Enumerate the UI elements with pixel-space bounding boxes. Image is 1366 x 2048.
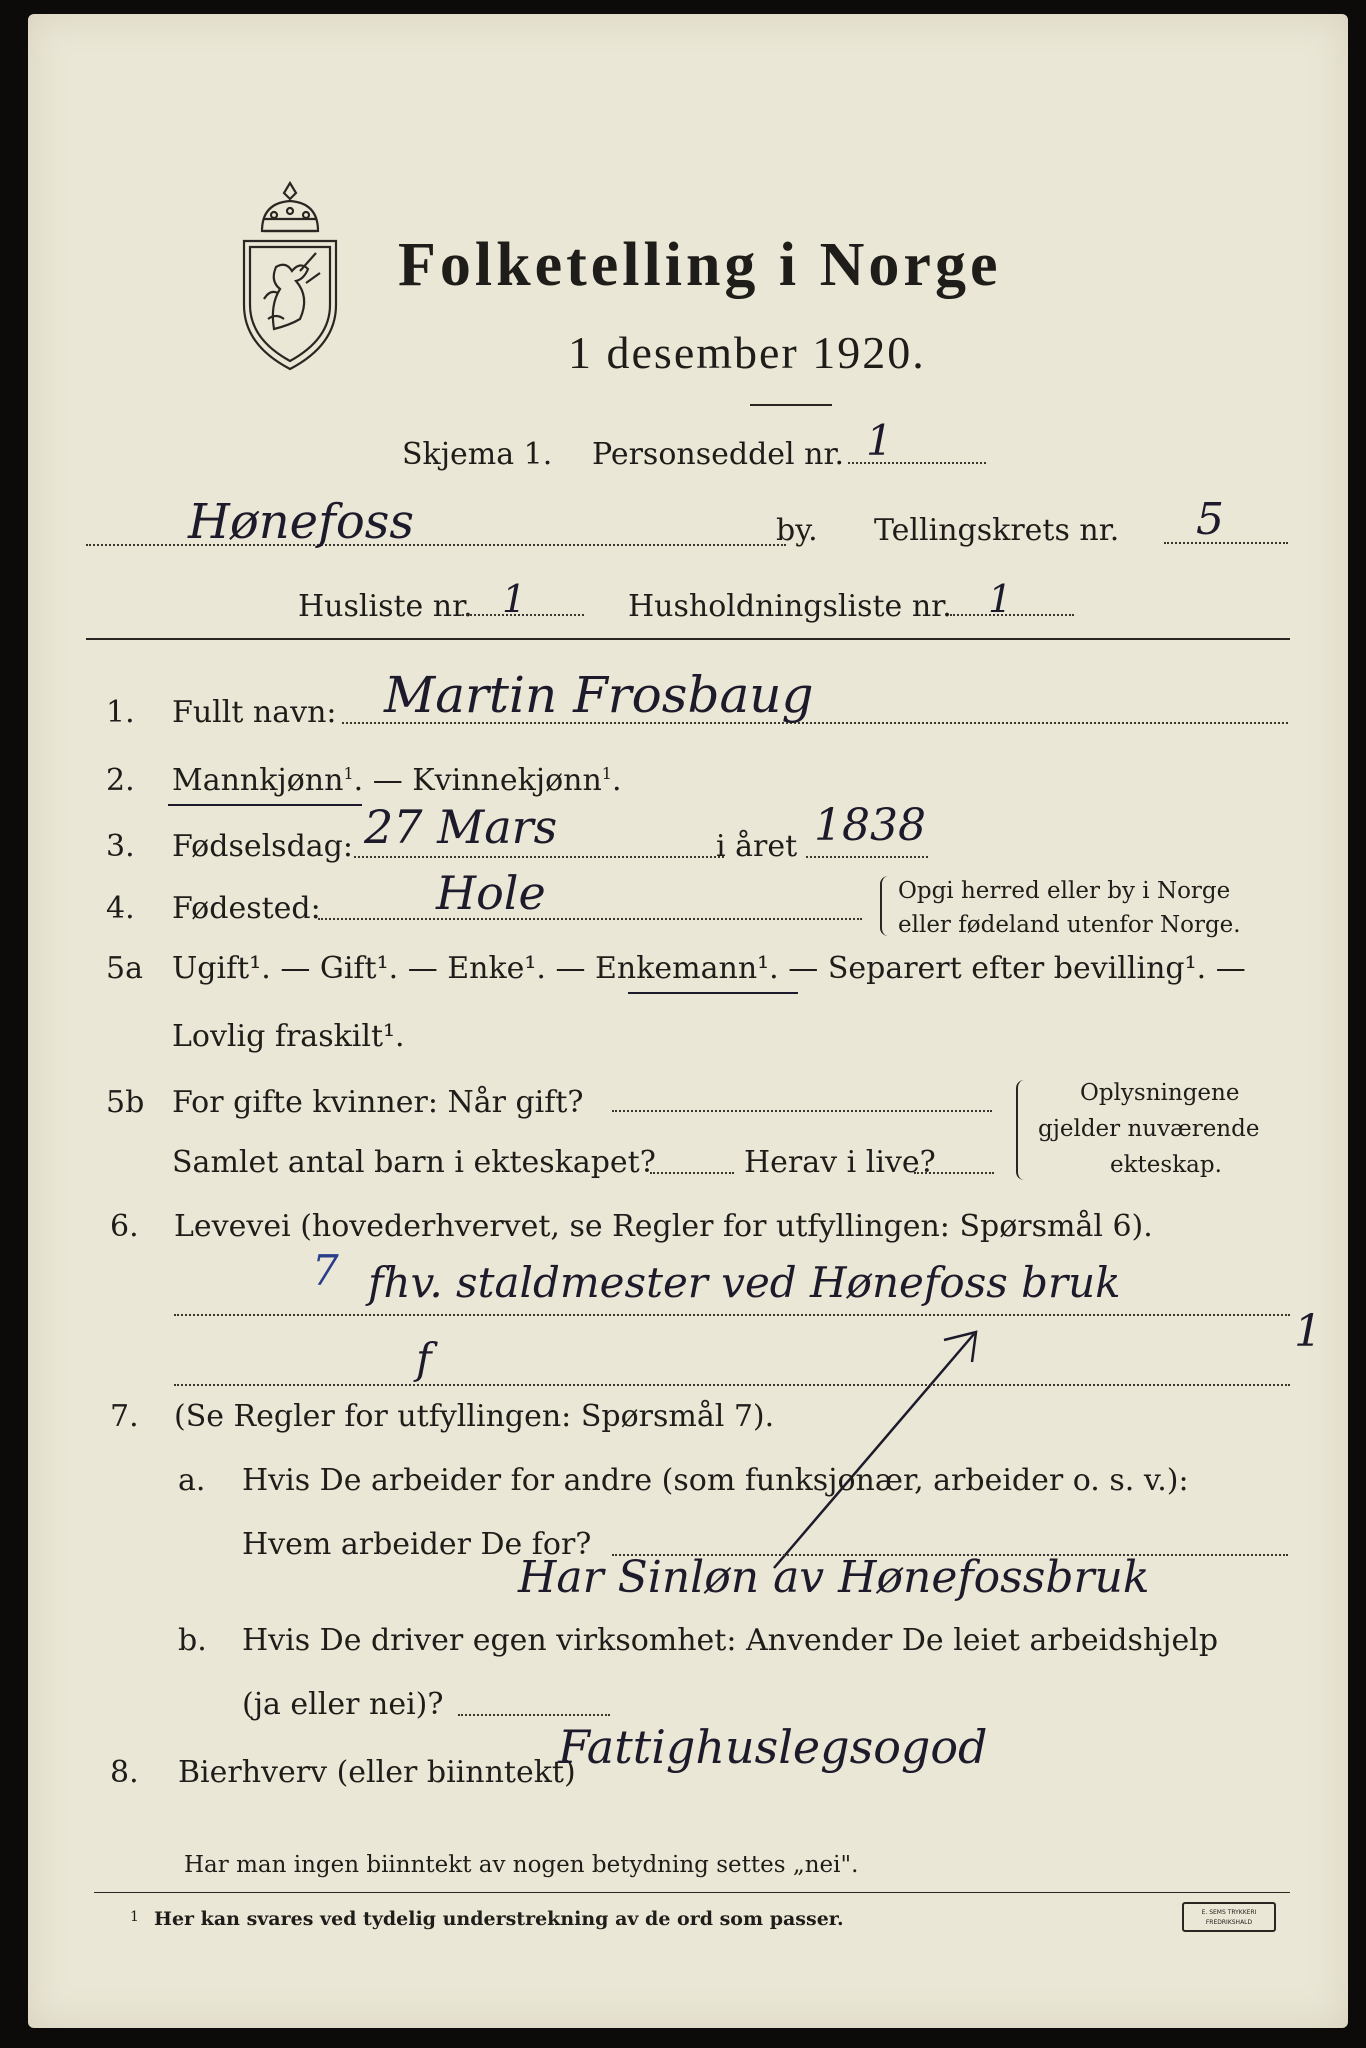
q5b-children-line <box>650 1172 734 1174</box>
q6-mark: 1 <box>1294 1306 1322 1357</box>
q2-male-underline <box>168 804 362 806</box>
q6-value: fhv. staldmester ved Hønefoss bruk <box>368 1258 1121 1307</box>
q5b-note1: Oplysningene <box>1080 1080 1240 1106</box>
q3-label: Fødselsdag: <box>172 829 353 864</box>
footnote-number: 1 <box>130 1909 139 1925</box>
q4-number: 4. <box>106 891 135 926</box>
form-title: Folketelling i Norge <box>398 231 1002 299</box>
q7b-letter: b. <box>178 1623 207 1658</box>
q5b-alive-label: Herav i live? <box>744 1145 936 1180</box>
q8-number: 8. <box>110 1755 139 1790</box>
q7b-line2: (ja eller nei)? <box>242 1687 444 1722</box>
q6-side-mark: f <box>416 1334 432 1383</box>
q7b-line1: Hvis De driver egen virksomhet: Anvender De leiet arbeidshjelp <box>242 1623 1219 1658</box>
q4-line <box>318 918 862 920</box>
q8-label: Bierhverv (eller biinntekt) <box>178 1755 576 1790</box>
q5b-note2: gjelder nuværende <box>1038 1116 1260 1142</box>
q5b-when-line <box>612 1110 992 1112</box>
q4-label: Fødested: <box>172 891 321 926</box>
q3-year-value: 1838 <box>814 800 926 851</box>
q5b-number: 5b <box>106 1085 145 1120</box>
husholdningsliste-label: Husholdningsliste nr. <box>628 589 952 624</box>
q7a-line1: Hvis De arbeider for andre (som funksjonær, arbeider o. s. v.): <box>242 1463 1189 1498</box>
q5a-marked-option: Enkemann¹. <box>595 951 779 986</box>
q7a-value: Har Sinløn av Hønefossbruk <box>518 1552 1150 1603</box>
q5a-options-post: — Separert efter bevilling¹. — <box>788 951 1246 986</box>
personseddel-value: 1 <box>866 416 893 465</box>
q8-value: Fattighuslegsogod <box>558 1720 988 1774</box>
q1-label: Fullt navn: <box>172 695 337 730</box>
q5a-options-pre: Ugift¹. — Gift¹. — Enke¹. — <box>172 951 586 986</box>
q5a-number: 5a <box>106 951 143 986</box>
q4-note-line2: eller fødeland utenfor Norge. <box>898 912 1241 938</box>
printer-stamp <box>1182 1902 1276 1932</box>
census-form <box>28 14 1348 2028</box>
husholdningsliste-value: 1 <box>988 577 1013 621</box>
q7a-letter: a. <box>178 1463 206 1498</box>
q2-number: 2. <box>106 763 135 798</box>
footnote-text: Her kan svares ved tydelig understrekning av de ord som passer. <box>154 1908 844 1930</box>
printer-stamp-text: E. SEMS TRYKKERI FREDRIKSHALD <box>1201 1909 1257 1926</box>
q6-number: 6. <box>110 1209 139 1244</box>
q3-year-line <box>806 856 928 858</box>
q5b-alive-line <box>914 1172 994 1174</box>
q7b-line <box>458 1714 610 1716</box>
title-divider <box>750 404 832 406</box>
q5b-line1: For gifte kvinner: Når gift? <box>172 1085 584 1120</box>
by-label: by. <box>776 513 818 548</box>
personseddel-label: Personseddel nr. <box>592 437 845 472</box>
q5a-line1 <box>172 951 1246 986</box>
q6-line1 <box>174 1314 1290 1316</box>
q5b-note3: ekteskap. <box>1110 1152 1222 1178</box>
husliste-label: Husliste nr. <box>298 589 473 624</box>
q6-code: 7 <box>312 1246 339 1295</box>
q5a-underline <box>628 992 798 994</box>
q2-sup1: 1 <box>343 764 354 783</box>
by-value: Hønefoss <box>188 494 415 550</box>
arrow-mark-icon <box>768 1314 998 1574</box>
q3-year-label: i året <box>716 829 798 864</box>
header-rule <box>86 638 1290 640</box>
q1-value: Martin Frosbaug <box>384 666 814 724</box>
q1-number: 1. <box>106 695 135 730</box>
q4-note-line1: Opgi herred eller by i Norge <box>898 878 1231 904</box>
tellingskrets-line <box>1164 542 1288 544</box>
tellingskrets-label: Tellingskrets nr. <box>874 513 1120 548</box>
q2-text <box>172 763 622 798</box>
q2-male-option: Mannkjønn <box>172 763 344 798</box>
q6-line2 <box>174 1384 1290 1386</box>
q5b-brace <box>1016 1080 1026 1180</box>
tellingskrets-value: 5 <box>1196 494 1224 545</box>
footer-note: Har man ingen biinntekt av nogen betydning settes „nei". <box>184 1852 859 1878</box>
coat-of-arms-icon <box>234 179 346 379</box>
q7-label: (Se Regler for utfyllingen: Spørsmål 7). <box>174 1399 775 1434</box>
q2-female-option: . — Kvinnekjønn <box>353 763 602 798</box>
q4-value: Hole <box>436 866 546 920</box>
q3-number: 3. <box>106 829 135 864</box>
footer-rule <box>94 1892 1290 1893</box>
q6-label: Levevei (hovederhvervet, se Regler for utfyllingen: Spørsmål 6). <box>174 1209 1153 1244</box>
q4-brace <box>880 876 890 936</box>
q7a-line2: Hvem arbeider De for? <box>242 1527 592 1562</box>
skjema-label: Skjema 1. <box>402 437 553 472</box>
q3-day-line <box>354 856 724 858</box>
q7-number: 7. <box>110 1399 139 1434</box>
census-date: 1 desember 1920. <box>568 327 926 378</box>
q5a-line2: Lovlig fraskilt¹. <box>172 1019 405 1054</box>
q2-end: . <box>611 763 622 798</box>
q2-sup2: 1 <box>601 764 612 783</box>
q3-day-value: 27 Mars <box>364 800 558 854</box>
husliste-value: 1 <box>502 577 527 621</box>
q5b-children-label: Samlet antal barn i ekteskapet? <box>172 1145 656 1180</box>
